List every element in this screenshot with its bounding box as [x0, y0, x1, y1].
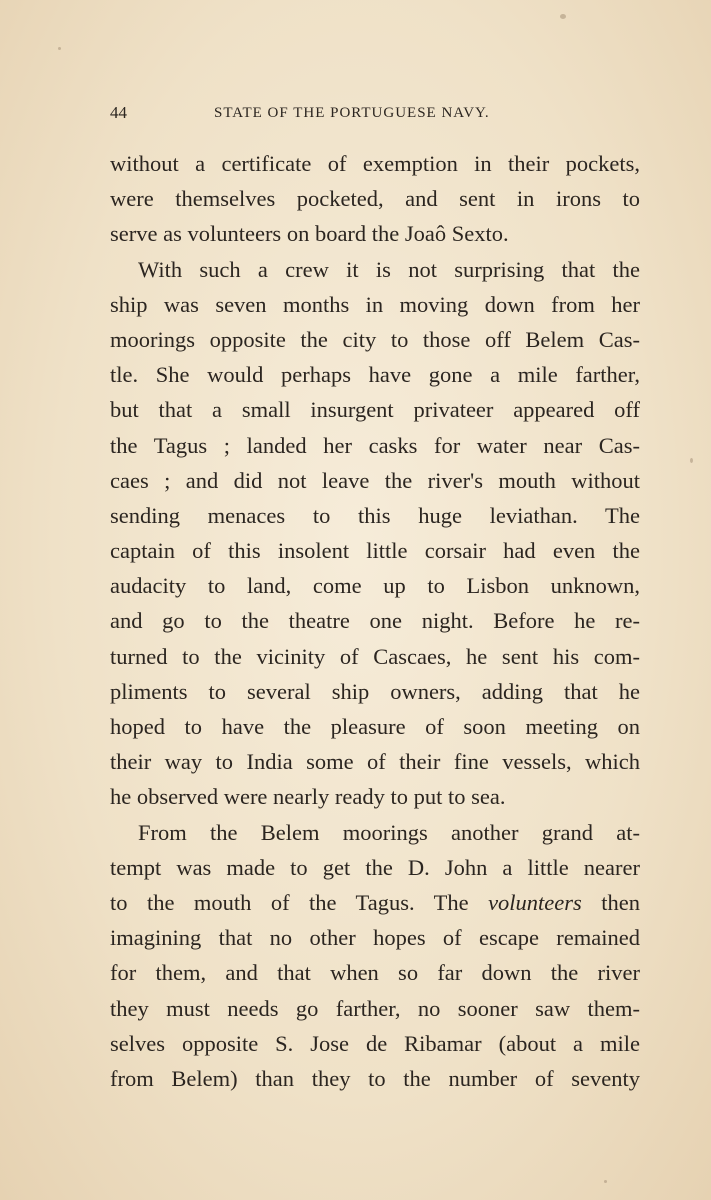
running-header [110, 103, 640, 127]
paper-speck [604, 1180, 607, 1183]
text-span: to the mouth of the Tagus. The [110, 889, 489, 915]
text-line: hoped to have the pleasure of soon meeting on [110, 714, 640, 739]
text-line: from Belem) than they to the number of seventy [110, 1065, 640, 1091]
text-line: for them, and that when so far down the river [110, 960, 640, 986]
text-line: selves opposite S. Jose de Ribamar (about a mile [110, 1030, 640, 1056]
text-span: then [581, 889, 640, 915]
text-line: turned to the vicinity of Cascaes, he sent his com- [110, 643, 640, 669]
paper-speck [560, 14, 566, 19]
italic-word: volunteers [488, 889, 582, 915]
paper-speck [58, 47, 61, 50]
text-line: the Tagus ; landed her casks for water near Cas- [110, 432, 640, 458]
paragraph-start-line: From the Belem moorings another grand at- [138, 819, 640, 845]
text-line: caes ; and did not leave the river's mouth without [110, 467, 640, 493]
text-line: audacity to land, come up to Lisbon unknown, [110, 573, 640, 599]
text-line: they must needs go farther, no sooner saw them- [110, 995, 640, 1021]
text-line: tempt was made to get the D. John a little nearer [110, 854, 640, 880]
text-line: their way to India some of their fine vessels, which [110, 749, 640, 775]
paper-speck [690, 458, 693, 463]
text-line: and go to the theatre one night. Before he re- [110, 608, 640, 634]
text-line: moorings opposite the city to those off Belem Cas- [110, 326, 640, 352]
text-line: imagining that no other hopes of escape remained [110, 925, 640, 951]
text-line: captain of this insolent little corsair had even the [110, 538, 640, 564]
running-title: STATE OF THE PORTUGUESE NAVY. [214, 105, 490, 121]
paragraph-start-line: With such a crew it is not surprising that the [138, 256, 640, 282]
text-line: but that a small insurgent privateer appeared off [110, 397, 640, 423]
text-line: sending menaces to this huge leviathan. The [110, 502, 640, 528]
page-number: 44 [110, 103, 127, 122]
text-line: were themselves pocketed, and sent in irons to [110, 186, 640, 212]
text-line: he observed were nearly ready to put to sea. [110, 784, 506, 810]
text-line: without a certificate of exemption in their pockets, [110, 151, 640, 176]
body-text [110, 146, 640, 1096]
text-line: serve as volunteers on board the Joaô Sexto. [110, 221, 509, 247]
text-line: tle. She would perhaps have gone a mile farther, [110, 362, 640, 388]
text-line: ship was seven months in moving down from her [110, 291, 640, 317]
text-line: pliments to several ship owners, adding that he [110, 678, 640, 704]
text-line-with-italic [110, 885, 640, 920]
